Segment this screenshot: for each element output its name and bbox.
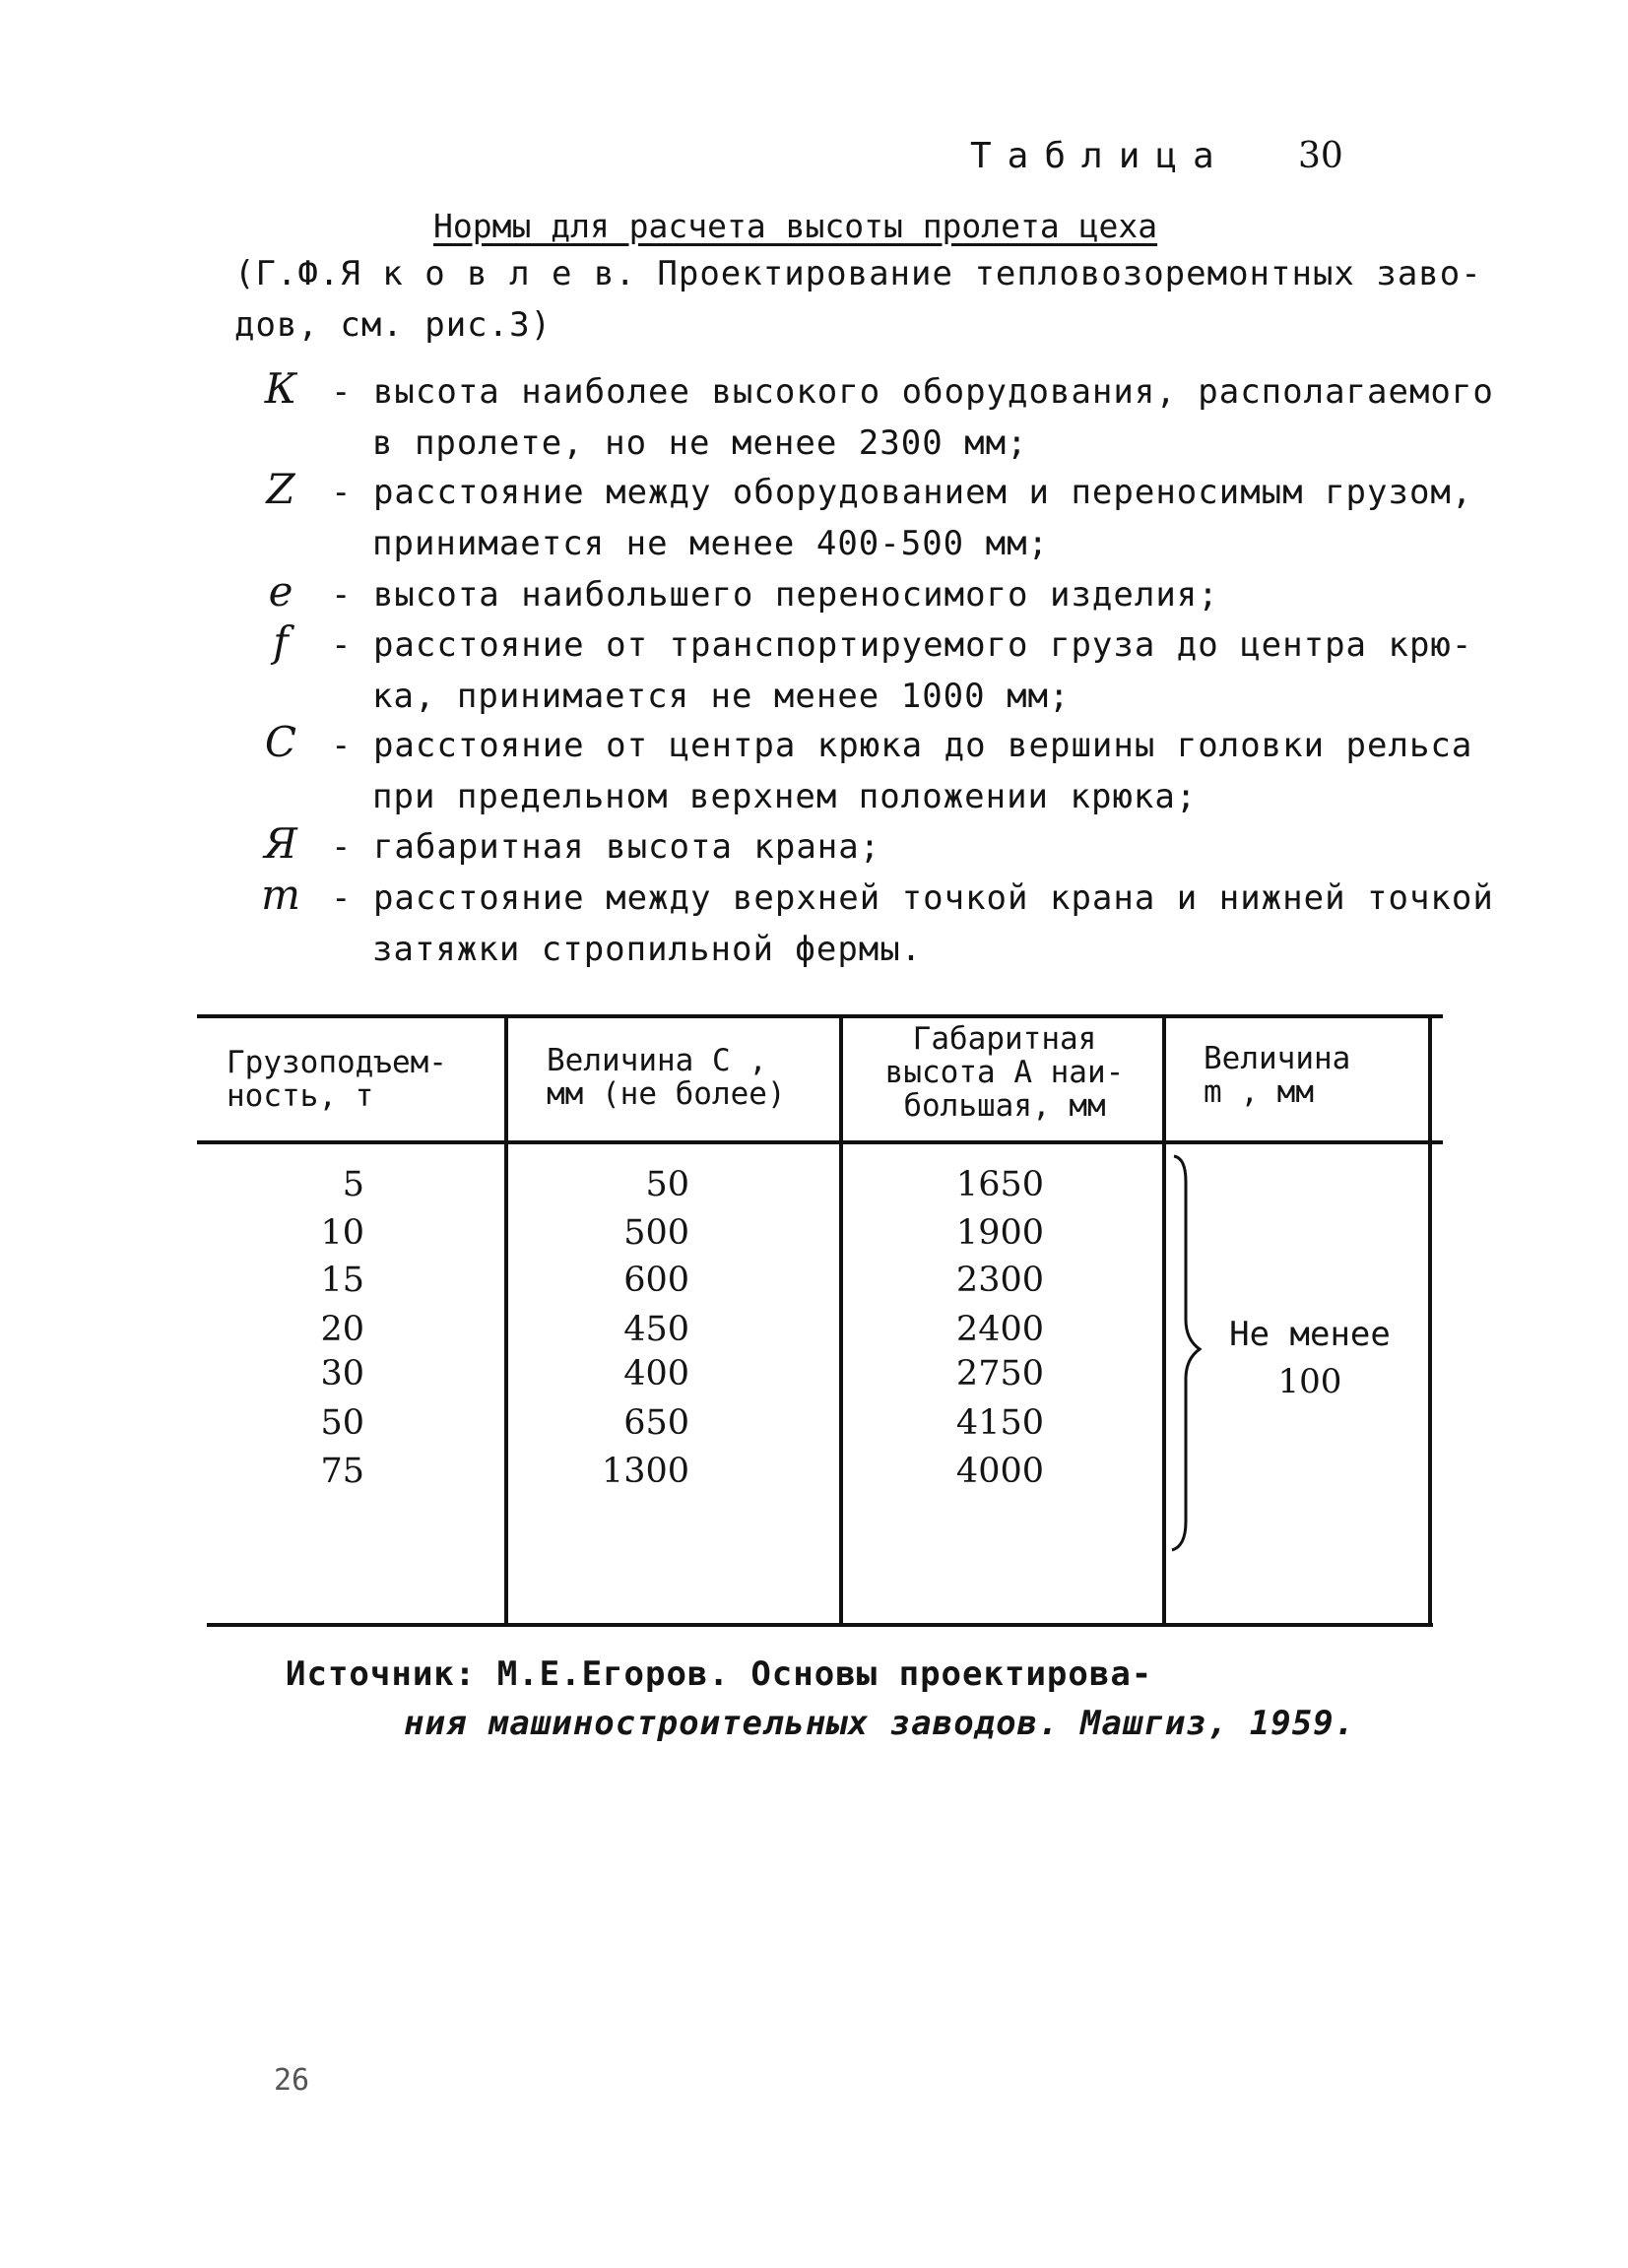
cell-c-value: 450: [623, 1310, 689, 1349]
table-label: Таблица: [970, 136, 1230, 176]
cell-c-value: 650: [623, 1403, 689, 1443]
source-line-2: ния машиностроительных заводов. Машгиз, 1959.: [404, 1704, 1356, 1743]
definition-symbol: Z: [266, 465, 295, 513]
table-title: Нормы для расчета высоты пролета цеха: [433, 207, 1158, 245]
page-number: 26: [274, 2063, 310, 2098]
cell-capacity: 5: [342, 1165, 364, 1204]
cell-height-a: 1650: [955, 1165, 1044, 1204]
cell-capacity: 15: [320, 1261, 364, 1300]
cell-c-value: 500: [623, 1213, 689, 1253]
reference-line-1: (Г.Ф.Я к о в л е в. Проектирование тепловозоремонтных заво-: [234, 254, 1482, 293]
table-right-border: [1428, 1014, 1432, 1625]
definition-text: в пролете, но не менее 2300 мм;: [372, 423, 1028, 463]
header-c-value: Величина С , мм (не более): [547, 1043, 786, 1112]
cell-capacity: 75: [320, 1452, 364, 1491]
definition-symbol: m: [261, 871, 300, 919]
definition-text: - расстояние между оборудованием и переносимым грузом,: [331, 473, 1473, 512]
cell-capacity: 50: [320, 1403, 364, 1443]
definition-text: - расстояние от транспортируемого груза до центра крю-: [331, 625, 1473, 665]
source-line-1: Источник: М.Е.Егоров. Основы проектирова-: [286, 1654, 1153, 1694]
definition-symbol: e: [268, 567, 293, 616]
m-value: Не менее 100: [1229, 1315, 1391, 1401]
cell-c-value: 1300: [601, 1452, 689, 1491]
definition-symbol: f: [273, 617, 289, 666]
cell-height-a: 4000: [955, 1452, 1044, 1491]
definition-text: - высота наиболее высокого оборудования, располагаемого: [331, 372, 1494, 412]
table-bottom-rule: [207, 1623, 1433, 1627]
cell-height-a: 2750: [955, 1354, 1044, 1393]
reference-line-2: дов, см. рис.3): [234, 305, 553, 345]
definition-text: при предельном верхнем положении крюка;: [372, 777, 1198, 816]
cell-capacity: 30: [320, 1354, 364, 1393]
cell-height-a: 1900: [955, 1213, 1044, 1253]
definition-text: - габаритная высота крана;: [331, 827, 881, 867]
cell-height-a: 2400: [955, 1310, 1044, 1349]
header-m-value: Величина m , мм: [1204, 1041, 1351, 1110]
header-capacity: Грузоподъем- ность, т: [227, 1045, 447, 1114]
table-number: 30: [1298, 136, 1343, 176]
cell-height-a: 4150: [955, 1403, 1044, 1443]
header-height-a: Габаритная высота А наи- большая, мм: [884, 1021, 1125, 1124]
table-header-rule: [197, 1140, 1443, 1144]
table-col-divider-1: [504, 1014, 508, 1625]
cell-height-a: 2300: [955, 1261, 1044, 1300]
cell-c-value: 600: [623, 1261, 689, 1300]
definition-text: принимается не менее 400-500 мм;: [372, 524, 1050, 563]
cell-c-value: 400: [623, 1354, 689, 1393]
table-col-divider-2: [839, 1014, 843, 1625]
definition-text: затяжки стропильной фермы.: [372, 930, 923, 969]
definition-text: - расстояние от центра крюка до вершины головки рельса: [331, 726, 1473, 765]
curly-brace: [1162, 1152, 1221, 1556]
table-top-rule: [197, 1014, 1443, 1018]
definition-symbol: К: [264, 364, 297, 413]
definition-text: ка, принимается не менее 1000 мм;: [372, 677, 1071, 716]
definition-symbol: Я: [264, 819, 297, 868]
definition-text: - высота наибольшего переносимого изделия;: [331, 575, 1219, 615]
cell-capacity: 20: [320, 1310, 364, 1349]
definition-symbol: C: [264, 718, 297, 766]
cell-c-value: 50: [645, 1165, 689, 1204]
cell-capacity: 10: [320, 1213, 364, 1253]
definition-text: - расстояние между верхней точкой крана и нижней точкой: [331, 878, 1494, 918]
